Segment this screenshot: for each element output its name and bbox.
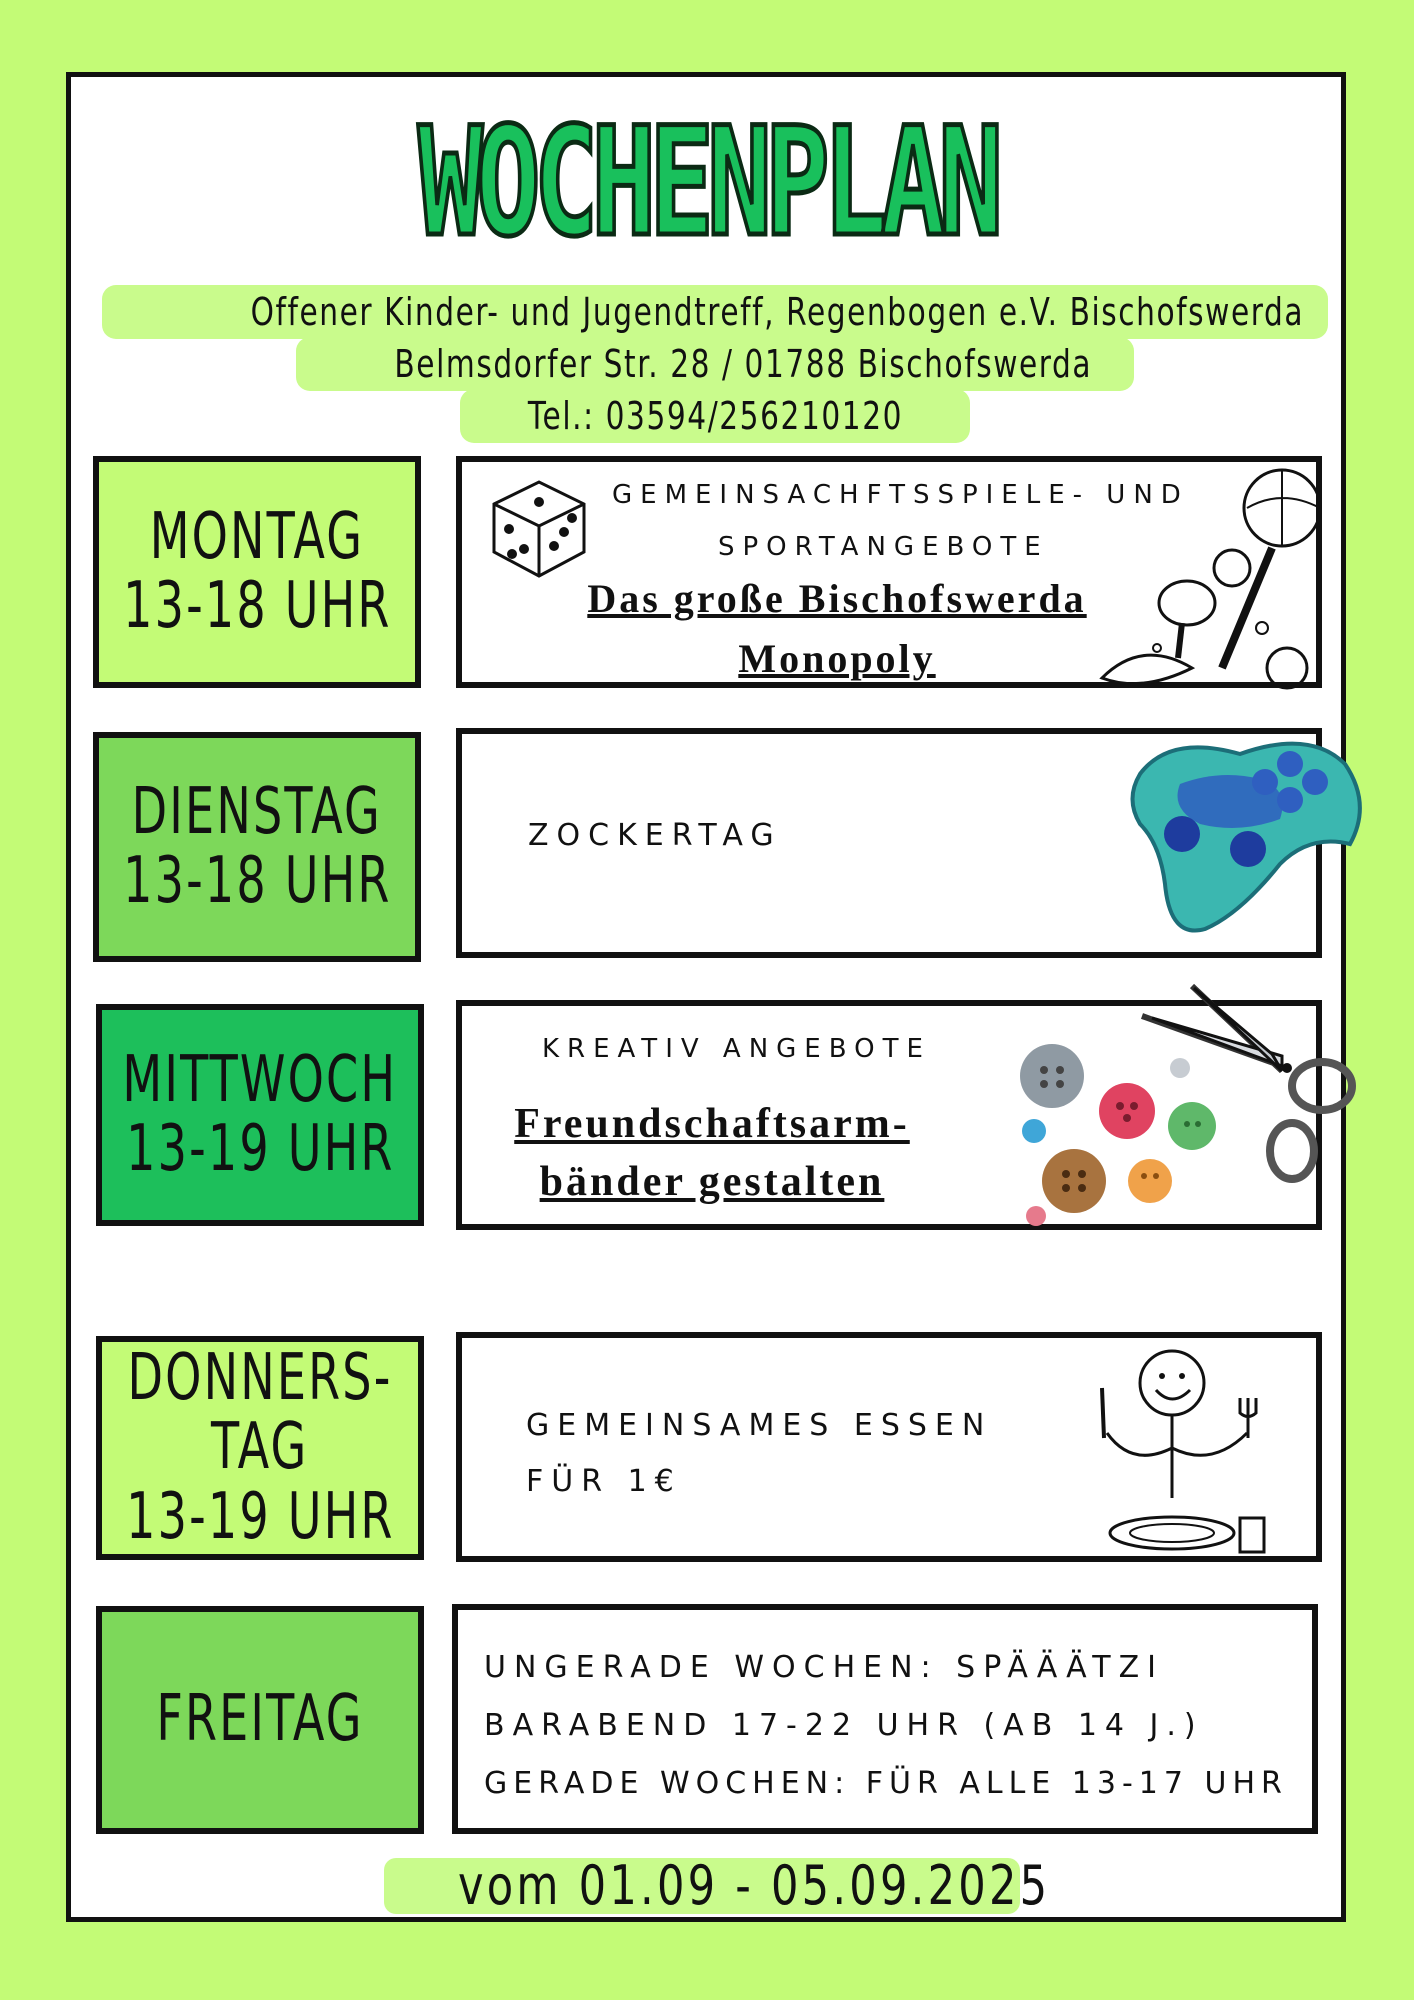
header-line-address: Belmsdorfer Str. 28 / 01788 Bischofswerda: [296, 337, 1134, 391]
activity-title: Das große Bischofswerda: [587, 576, 1087, 621]
day-box-thursday: [96, 1336, 424, 1560]
gamepad-icon: [1110, 714, 1370, 944]
header-line-phone: Tel.: 03594/256210120: [460, 389, 970, 443]
header-line-org: Offener Kinder- und Jugendtreff, Regenbogen e.V. Bischofswerda: [102, 285, 1328, 339]
stick-figure-eating-icon: [1072, 1338, 1292, 1562]
scissors-icon: [1132, 976, 1362, 1196]
activity-box-friday: [452, 1604, 1318, 1834]
activity-title: Monopoly: [738, 636, 936, 681]
activity-caps-line: GEMEINSACHFTSSPIELE- UND: [612, 480, 1189, 510]
day-time: 13-19 UHR: [125, 1479, 395, 1554]
day-name: DIENSTAG: [131, 774, 383, 849]
page-title: WOCHENPLAN: [417, 96, 997, 270]
day-time: 13-18 UHR: [122, 844, 392, 918]
activity-box-monday: [456, 456, 1322, 688]
sports-equipment-icon: [1082, 468, 1322, 688]
dice-icon: [484, 474, 594, 584]
activity-caps-line: SPORTANGEBOTE: [718, 532, 1049, 562]
activity-line: GERADE WOCHEN: FÜR ALLE 13-17 UHR: [484, 1766, 1288, 1801]
day-name: MONTAG: [149, 499, 365, 574]
activity-box-thursday: [456, 1332, 1322, 1562]
activity-line: UNGERADE WOCHEN: SPÄÄÄTZI: [484, 1650, 1165, 1685]
activity-title: Freundschaftsarm-: [514, 1101, 910, 1147]
day-name: MITTWOCH: [122, 1042, 398, 1117]
activity-box-tuesday: [456, 728, 1322, 958]
activity-line: BARABEND 17-22 UHR (AB 14 J.): [484, 1708, 1204, 1743]
day-box-friday: [96, 1606, 424, 1834]
activity-box-wednesday: [456, 1000, 1322, 1230]
day-time: 13-18 UHR: [122, 569, 392, 643]
activity-caps-line: KREATIV ANGEBOTE: [542, 1034, 931, 1064]
activity-title: bänder gestalten: [539, 1159, 885, 1205]
date-range: vom 01.09 - 05.09.2025: [384, 1858, 1020, 1914]
day-box-tuesday: [93, 732, 421, 962]
day-name: FREITAG: [156, 1682, 364, 1757]
day-box-monday: [93, 456, 421, 688]
activity-caps-line: FÜR 1€: [526, 1464, 682, 1499]
day-time: 13-19 UHR: [125, 1112, 395, 1186]
day-box-wednesday: [96, 1004, 424, 1226]
activity-caps-line: GEMEINSAMES ESSEN: [526, 1408, 993, 1443]
day-name: TAG: [211, 1410, 309, 1485]
activity-caps-line: ZOCKERTAG: [528, 818, 782, 853]
day-name: DONNERS-: [127, 1341, 393, 1416]
